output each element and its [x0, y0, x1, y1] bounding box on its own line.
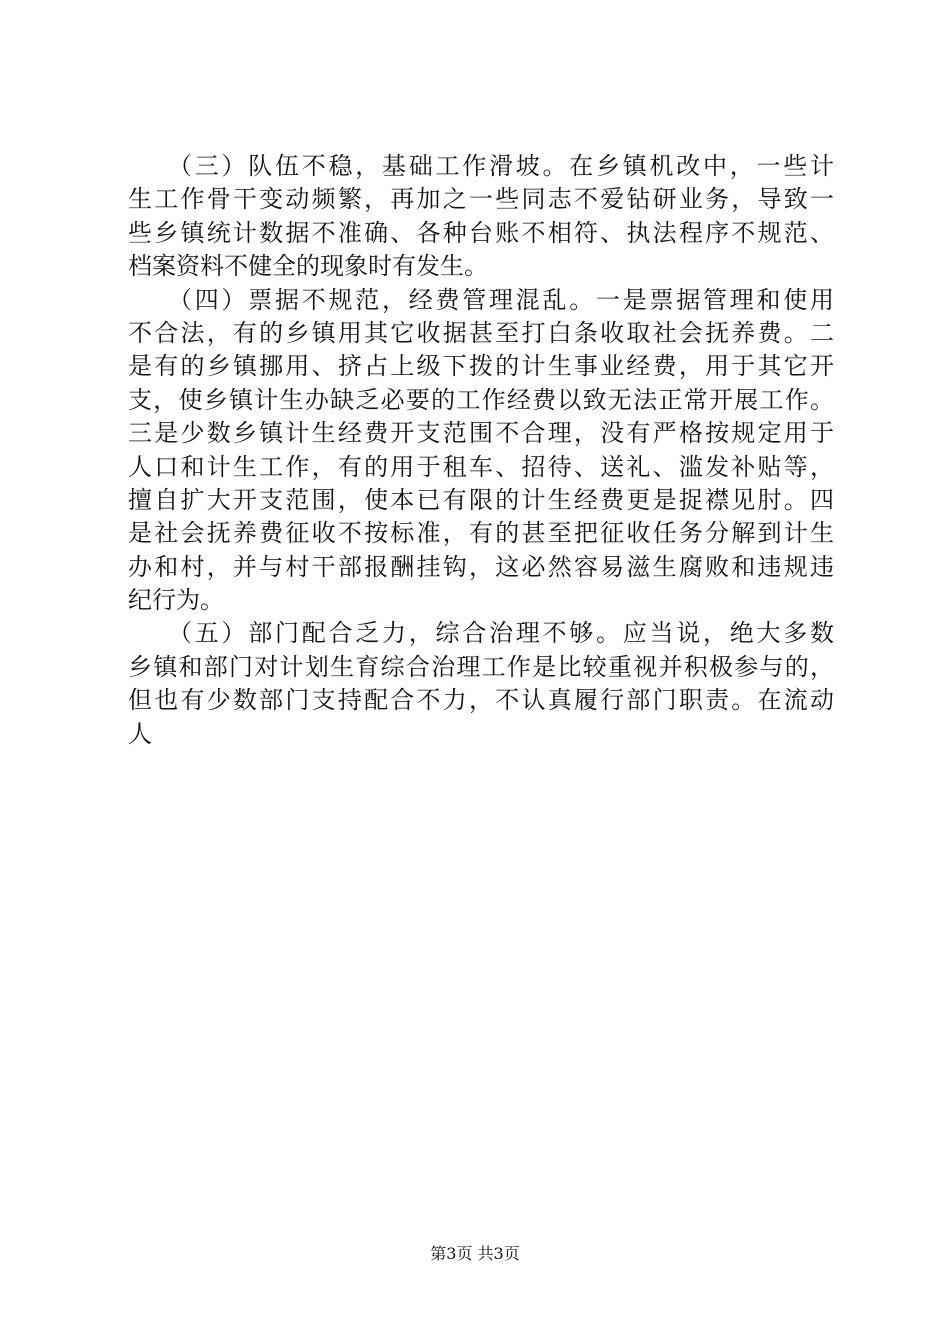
paragraph-3-line-1: （三）队伍不稳，基础工作滑坡。在乡镇机改中，一些计 [168, 152, 834, 180]
paragraph-5-line-4: 人 [128, 719, 152, 748]
paragraph-4-line-5: 三是少数乡镇计生经费开支范围不合理，没有严格按规定用于 [128, 419, 834, 448]
paragraph-5-line-1: （五）部门配合乏力，综合治理不够。应当说，绝大多数 [168, 619, 834, 648]
page-number-label: 第3页 共3页 [430, 1244, 520, 1263]
paragraph-4-line-10: 纪行为。 [128, 586, 224, 615]
paragraph-4-line-1: （四）票据不规范，经费管理混乱。一是票据管理和使用 [168, 285, 834, 314]
paragraph-5-line-2: 乡镇和部门对计划生育综合治理工作是比较重视并积极参与的， [128, 652, 834, 681]
page-footer [0, 1244, 950, 1264]
paragraph-4-line-6: 人口和计生工作，有的用于租车、招待、送礼、滥发补贴等， [128, 452, 834, 481]
document-body [128, 150, 834, 751]
paragraph-4-line-8: 是社会抚养费征收不按标准，有的甚至把征收任务分解到计生 [128, 519, 834, 548]
paragraph-3-line-4: 档案资料不健全的现象时有发生。 [128, 252, 488, 281]
paragraph-4-line-2: 不合法，有的乡镇用其它收据甚至打白条收取社会抚养费。二 [128, 318, 834, 347]
paragraph-4-line-4: 支，使乡镇计生办缺乏必要的工作经费以致无法正常开展工作。 [128, 385, 834, 414]
paragraph-3-line-3: 些乡镇统计数据不准确、各种台账不相符、执法程序不规范、 [128, 218, 834, 247]
paragraph-3-line-2: 生工作骨干变动频繁，再加之一些同志不爱钻研业务，导致一 [128, 185, 834, 214]
paragraph-4-line-7: 擅自扩大开支范围，使本已有限的计生经费更是捉襟见肘。四 [128, 485, 834, 514]
paragraph-5-line-3: 但也有少数部门支持配合不力，不认真履行部门职责。在流动 [128, 686, 834, 715]
paragraph-4-line-9: 办和村，并与村干部报酬挂钩，这必然容易滋生腐败和违规违 [128, 552, 834, 581]
paragraph-4-line-3: 是有的乡镇挪用、挤占上级下拨的计生事业经费，用于其它开 [128, 352, 834, 381]
